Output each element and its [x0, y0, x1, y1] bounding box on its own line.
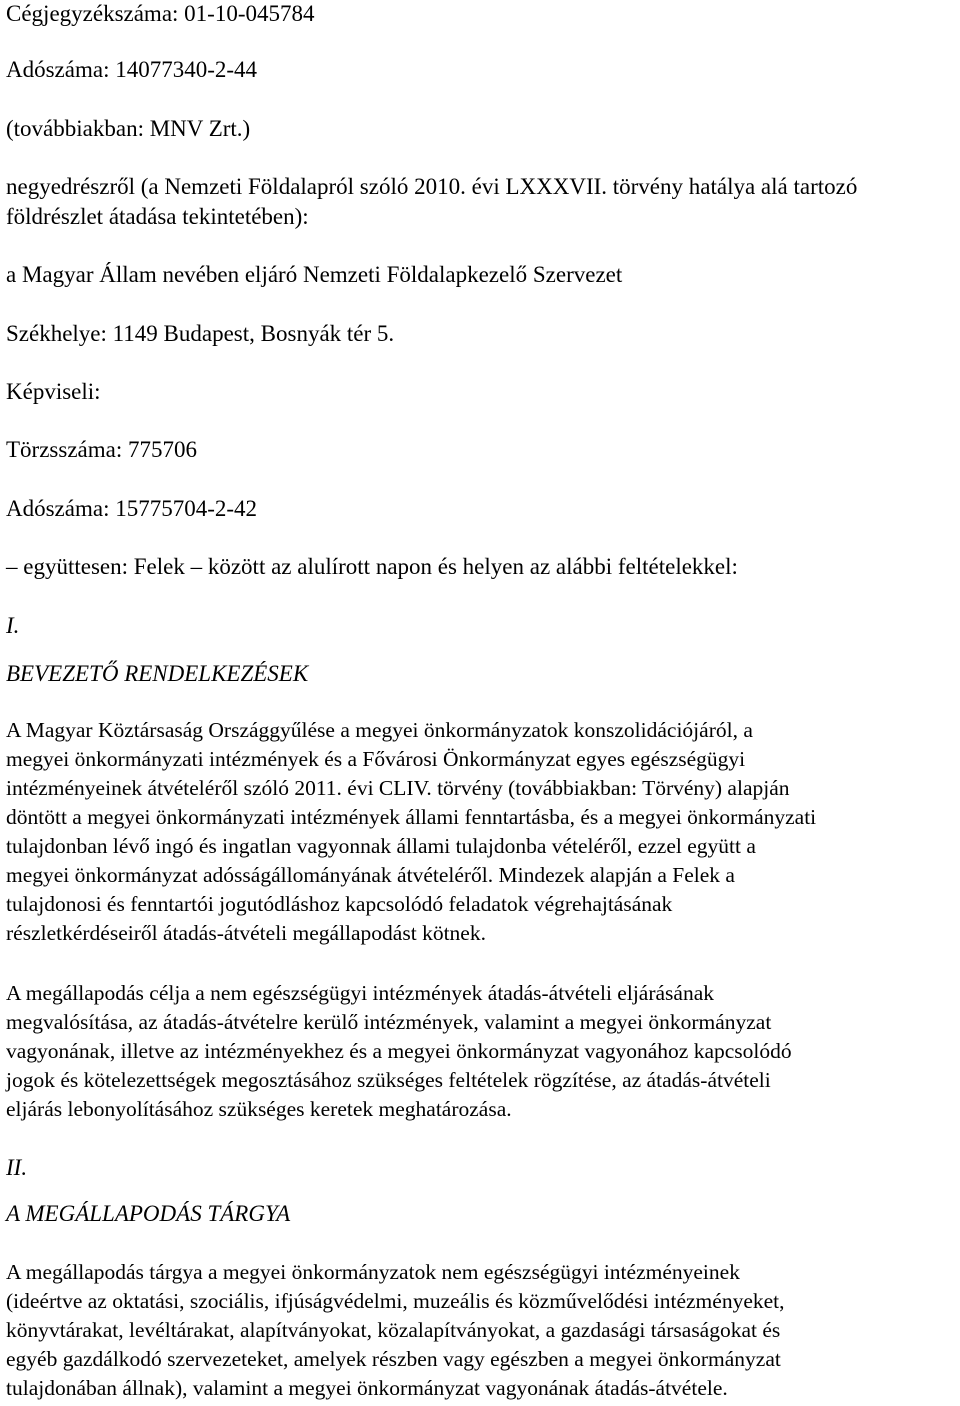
text-line: megvalósítása, az átadás-átvételre kerülő intézmények, valamint a megyei önkormányzat — [6, 1010, 772, 1034]
text-line: (ideértve az oktatási, szociális, ifjúságvédelmi, muzeális és közművelődési intézményeket, — [6, 1289, 785, 1313]
text-line: könyvtárakat, levéltárakat, alapítványokat, közalapítványokat, a gazdasági társaságokat és — [6, 1318, 781, 1342]
text-line: A Magyar Köztársaság Országgyűlése a megyei önkormányzatok konszolidációjáról, a — [6, 718, 753, 742]
tax-number-mnv: Adószáma: 14077340-2-44 — [6, 57, 258, 82]
registry-number: Törzsszáma: 775706 — [6, 437, 197, 462]
text-line: döntött a megyei önkormányzati intézmények állami fenntartásba, és a megyei önkormányzati — [6, 805, 817, 829]
text-line: tulajdonosi és fenntartói jogutódláshoz kapcsolódó feladatok végrehajtásának — [6, 892, 673, 916]
section-2-number: II. — [6, 1155, 28, 1180]
text-line: tulajdonban lévő ingó és ingatlan vagyonnak állami tulajdonba vételéről, ezzel együtt a — [6, 834, 756, 858]
section-1-number: I. — [6, 613, 20, 638]
section-2-paragraph-1 — [6, 1258, 956, 1403]
text-line: jogok és kötelezettségek megosztásához szükséges feltételek rögzítése, az átadás-átvételi — [6, 1068, 771, 1092]
text-line: részletkérdéseiről átadás-átvételi megállapodást kötnek. — [6, 921, 486, 945]
text-line: A megállapodás célja a nem egészségügyi intézmények átadás-átvételi eljárásának — [6, 981, 714, 1005]
text-line: megyei önkormányzati intézmények és a Fővárosi Önkormányzat egyes egészségügyi — [6, 747, 746, 771]
text-line: A megállapodás tárgya a megyei önkormányzatok nem egészségügyi intézményeinek — [6, 1260, 740, 1284]
hereinafter-mnv: (továbbiakban: MNV Zrt.) — [6, 116, 251, 141]
section-1-paragraph-2 — [6, 979, 956, 1124]
hungarian-state-party: a Magyar Állam nevében eljáró Nemzeti Földalapkezelő Szervezet — [6, 262, 623, 287]
text-line: vagyonának, illetve az intézményekhez és a megyei önkormányzat vagyonához kapcsolódó — [6, 1039, 792, 1063]
quarter-part-line-1: negyedrészről (a Nemzeti Földalapról szóló 2010. évi LXXXVII. törvény hatálya alá tartozó — [6, 174, 858, 199]
text-line: eljárás lebonyolításához szükséges keretek meghatározása. — [6, 1097, 512, 1121]
company-registration-number: Cégjegyzékszáma: 01-10-045784 — [6, 1, 315, 26]
text-line: megyei önkormányzat adósságállományának átvételéről. Mindezek alapján a Felek a — [6, 863, 735, 887]
text-line: intézményeinek átvételéről szóló 2011. évi CLIV. törvény (továbbiakban: Törvény) alapján — [6, 776, 790, 800]
tax-number-nfa: Adószáma: 15775704-2-42 — [6, 496, 258, 521]
text-line: egyéb gazdálkodó szervezeteket, amelyek részben vagy egészben a megyei önkormányzat — [6, 1347, 781, 1371]
jointly-parties-line: – együttesen: Felek – között az alulírott napon és helyen az alábbi feltételekkel: — [6, 554, 738, 579]
section-1-title: BEVEZETŐ RENDELKEZÉSEK — [6, 661, 309, 686]
quarter-part-line-2: földrészlet átadása tekintetében): — [6, 204, 309, 229]
section-2-title: A MEGÁLLAPODÁS TÁRGYA — [6, 1201, 291, 1226]
represented-by: Képviseli: — [6, 379, 101, 404]
headquarters: Székhelye: 1149 Budapest, Bosnyák tér 5. — [6, 321, 395, 346]
section-1-paragraph-1 — [6, 716, 956, 948]
text-line: tulajdonában állnak), valamint a megyei önkormányzat vagyonának átadás-átvétele. — [6, 1376, 728, 1400]
